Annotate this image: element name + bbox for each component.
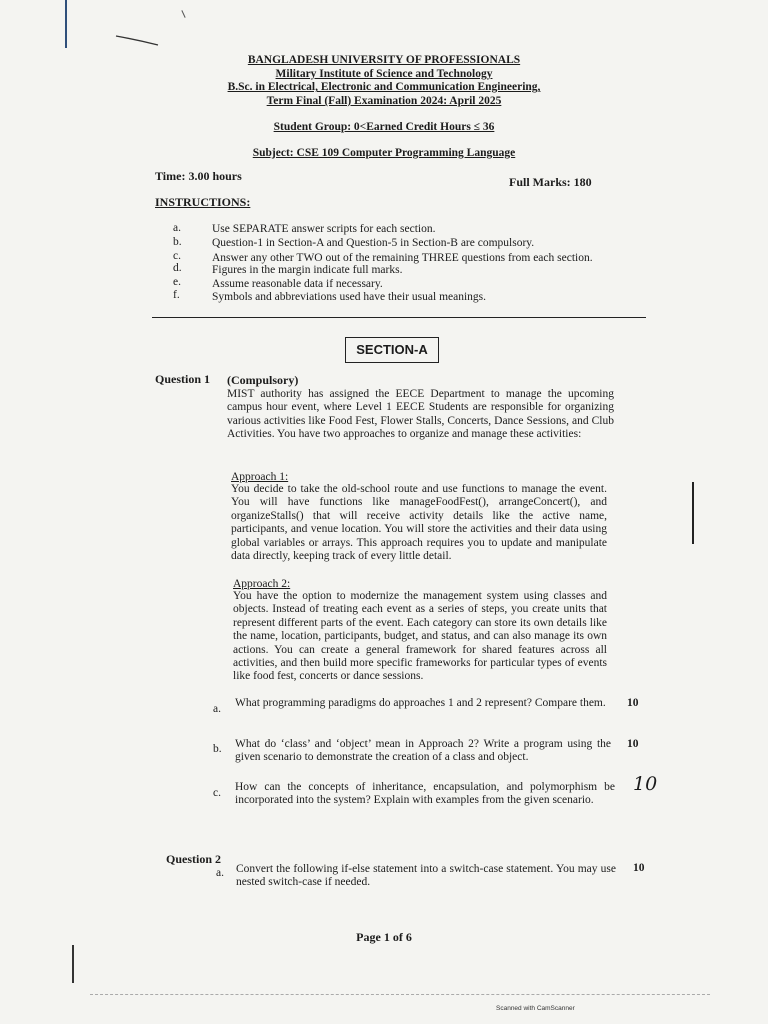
- question-1-label: Question 1: [155, 372, 211, 386]
- question-1-intro: MIST authority has assigned the EECE Department to manage the upcoming campus hour event, where Level 1 EECE Students are responsible for organizing various activities like Food Fest, Flower Stalls, Concerts, Dance Sessions, and Club Activities. You have two approaches to organize and manage these activities:: [227, 388, 614, 441]
- question-1b-marks: 10: [627, 738, 639, 750]
- instructions-title: INSTRUCTIONS:: [155, 195, 251, 209]
- question-1a-marks: 10: [627, 697, 639, 709]
- part-letter: a.: [216, 867, 224, 879]
- section-divider: [152, 317, 646, 318]
- instruction-letter: e.: [173, 276, 181, 288]
- question-1b-text: What do ‘class’ and ‘object’ mean in Approach 2? Write a program using the given scenario to demonstrate the creation of a class and object.: [235, 738, 611, 764]
- instruction-item: Assume reasonable data if necessary.: [212, 278, 383, 290]
- scanner-watermark: Scanned with CamScanner: [496, 1005, 575, 1012]
- question-1c-marks: 10: [633, 773, 658, 795]
- question-2-label: Question 2: [166, 852, 222, 866]
- instruction-letter: f.: [173, 289, 180, 301]
- exam-time: Time: 3.00 hours: [155, 169, 242, 183]
- part-letter: a.: [213, 703, 221, 715]
- question-1c-text: How can the concepts of inheritance, encapsulation, and polymorphism be incorporated into the system? Explain with examples from the given scenario.: [235, 781, 615, 807]
- scan-edge-mark: [65, 0, 67, 48]
- institute-name: Military Institute of Science and Technology: [275, 68, 493, 80]
- part-letter: b.: [213, 743, 222, 755]
- full-marks: Full Marks: 180: [509, 175, 592, 189]
- section-title: SECTION-A: [345, 337, 439, 363]
- instruction-letter: a.: [173, 222, 181, 234]
- instruction-item: Figures in the margin indicate full marks.: [212, 264, 403, 276]
- approach-2-title: Approach 2:: [233, 578, 291, 590]
- approach-1-title: Approach 1:: [231, 471, 289, 483]
- scan-edge-mark: [72, 945, 74, 983]
- approach-1-text: You decide to take the old-school route and use functions to manage the event. You will have functions like manageFoodFest(), arrangeConcert(), and organizeStalls() that will receive activity details like the active name, participants, and venue location. You will store the activities and their data using global variables or arrays. This approach requires you to update and manipulate data directly, keeping track of every little detail.: [231, 483, 607, 563]
- instruction-item: Question-1 in Section-A and Question-5 in Section-B are compulsory.: [212, 237, 535, 249]
- instruction-letter: b.: [173, 236, 182, 248]
- instruction-item: Symbols and abbreviations used have their usual meanings.: [212, 291, 487, 303]
- university-name: BANGLADESH UNIVERSITY OF PROFESSIONALS: [247, 54, 521, 66]
- instruction-item: Use SEPARATE answer scripts for each section.: [212, 223, 436, 235]
- scan-mark: [110, 28, 170, 50]
- part-letter: c.: [213, 787, 221, 799]
- page-number: Page 1 of 6: [356, 930, 412, 944]
- student-group: Student Group: 0<Earned Credit Hours ≤ 36: [273, 121, 495, 133]
- instruction-letter: c.: [173, 250, 181, 262]
- subject-title: Subject: CSE 109 Computer Programming Language: [252, 147, 516, 159]
- compulsory-tag: (Compulsory): [227, 373, 299, 387]
- scan-border: [90, 994, 710, 995]
- exam-title: Term Final (Fall) Examination 2024: April 2025: [266, 95, 502, 107]
- instruction-letter: d.: [173, 262, 182, 274]
- question-2a-marks: 10: [633, 862, 645, 874]
- question-1a-text: What programming paradigms do approaches 1 and 2 represent? Compare them.: [235, 697, 606, 709]
- margin-mark: [692, 482, 694, 544]
- question-2a-text: Convert the following if-else statement into a switch-case statement. You may use nested switch-case if needed.: [236, 863, 616, 889]
- scan-mark: [181, 10, 185, 18]
- instruction-item: Answer any other TWO out of the remaining THREE questions from each section.: [212, 252, 593, 264]
- approach-2-text: You have the option to modernize the management system using classes and objects. Instead of treating each event as a series of steps, you create units that represent different parts of the event. Each category can store its own details like the name, location, participants, budget, and status, and can also manage its own actions. You can create a general framework for shared features across all activities, and then build more specific frameworks for particular types of events like food fest, concerts or dance sessions.: [233, 590, 607, 683]
- program-name: B.Sc. in Electrical, Electronic and Communication Engineering,: [227, 81, 541, 93]
